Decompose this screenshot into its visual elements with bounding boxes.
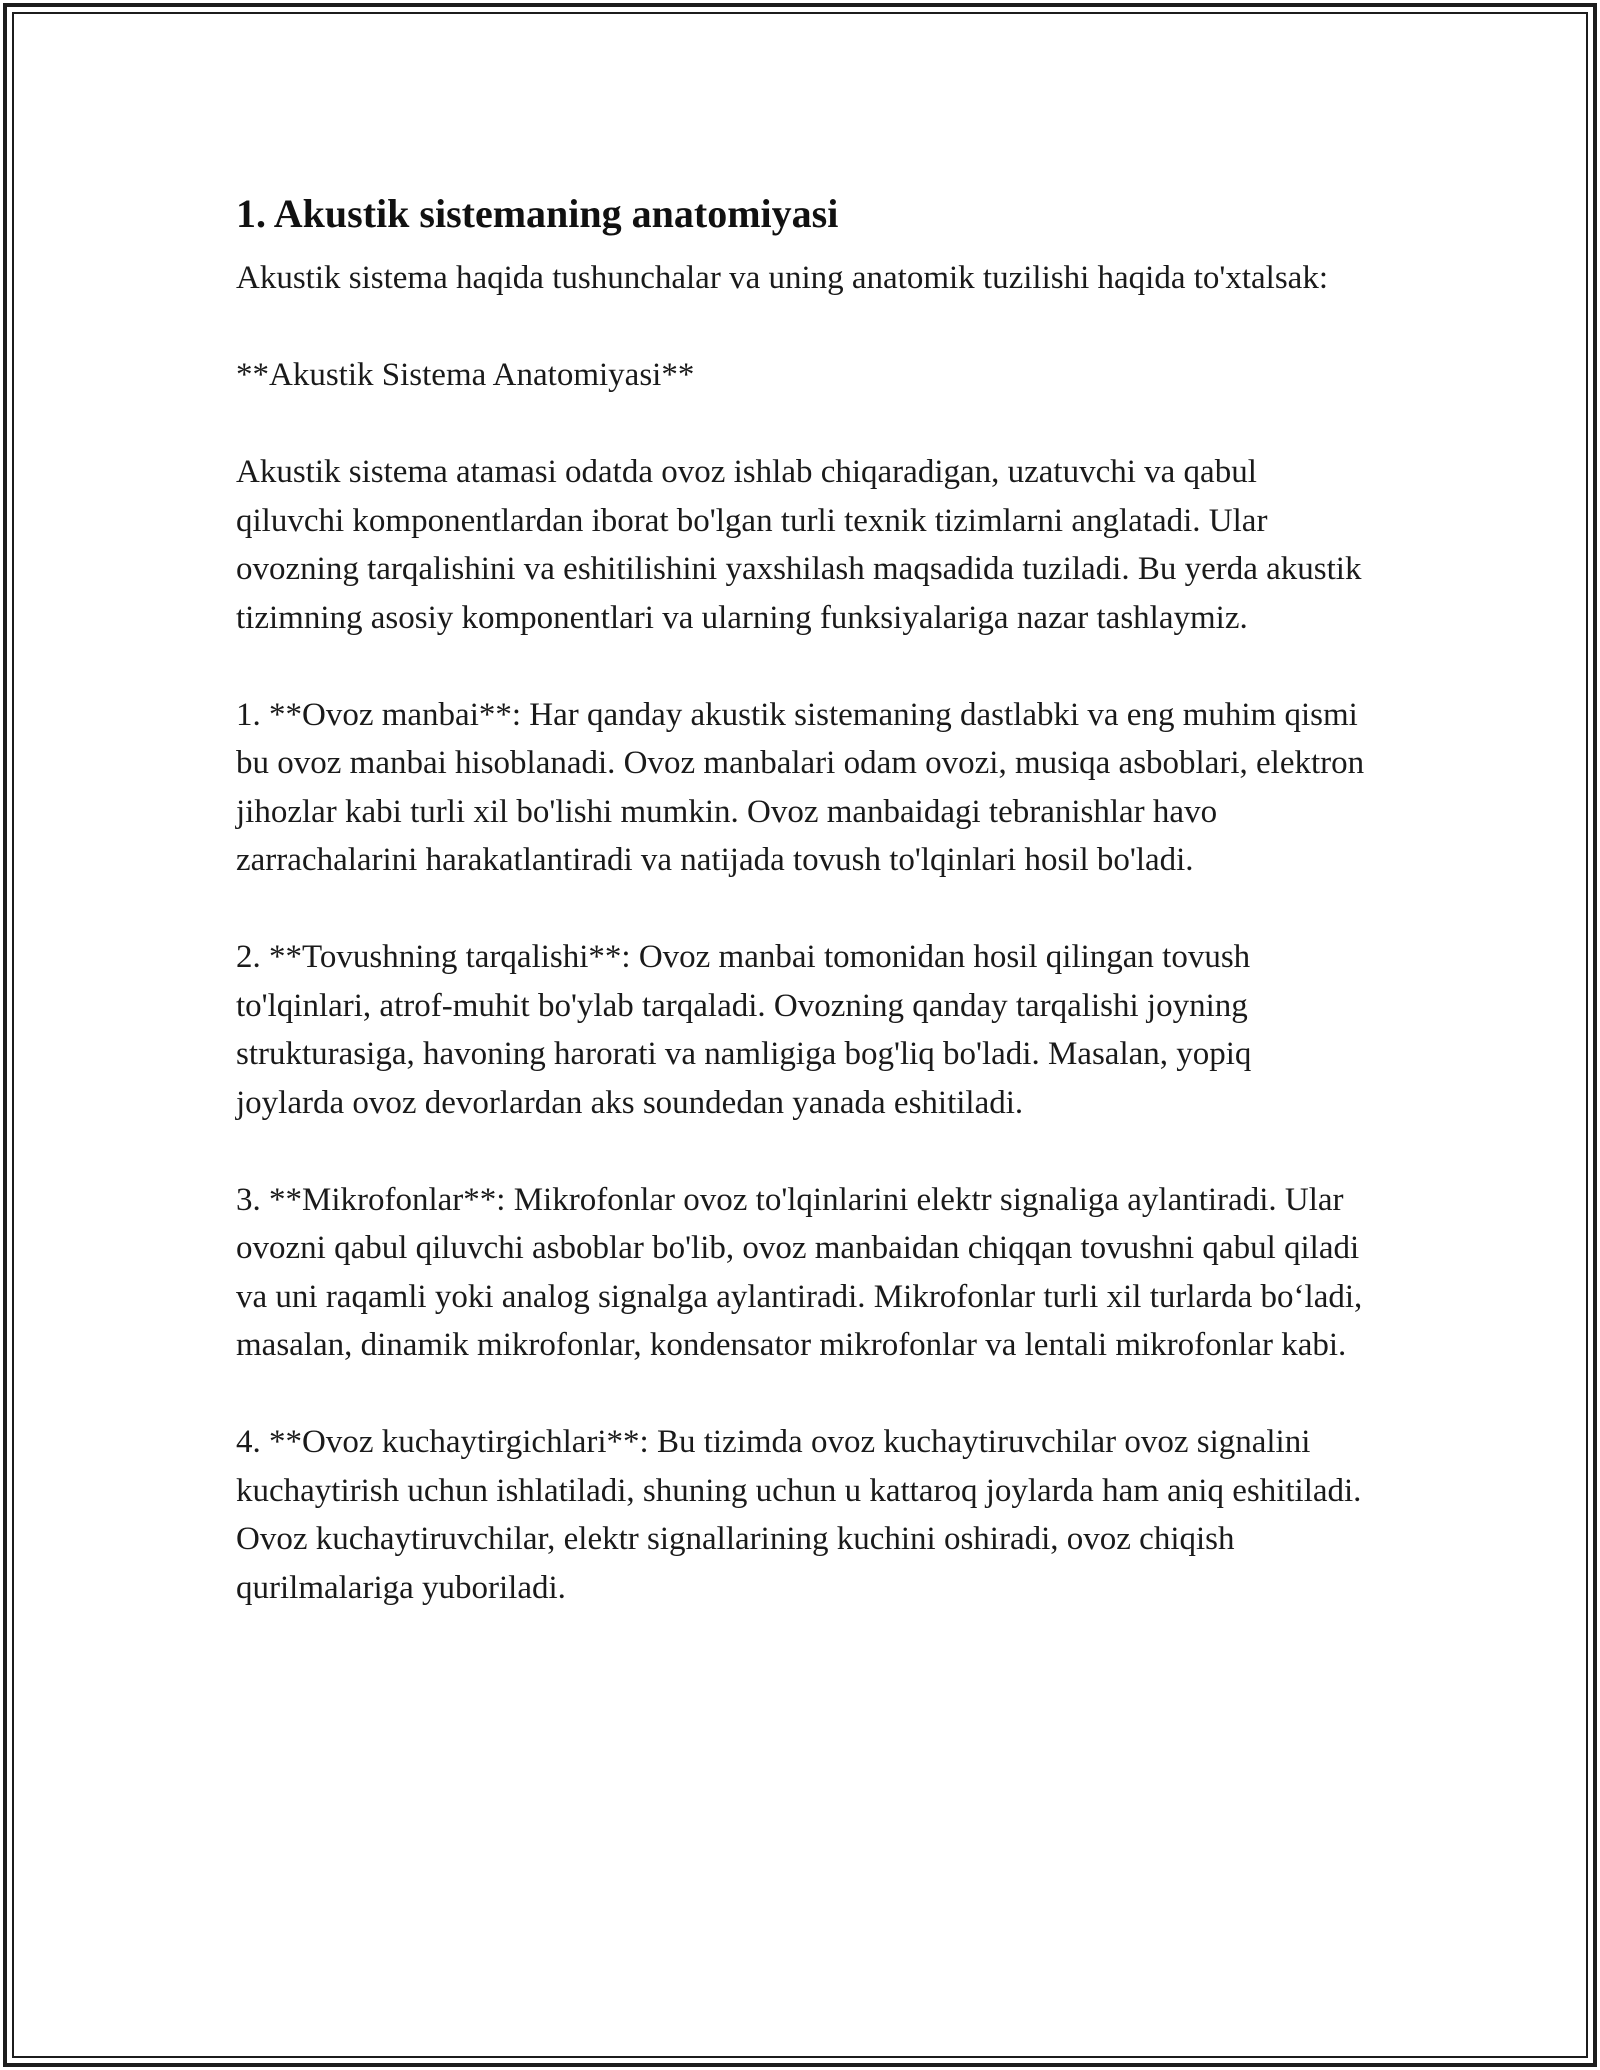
list-item-microphones: 3. **Mikrofonlar**: Mikrofonlar ovoz to'lqinlarini elektr signaliga aylantiradi. Ular ovozni qabul qiluvchi asboblar bo'lib, ovoz manbaidan chiqqan tovushni qabul qiladi va uni raqamli yoki analog signalga aylantiradi. Mikrofonlar turli xil turlarda bo‘ladi, masalan, dinamik mikrofonlar, kondensator mikrofonlar va lentali mikrofonlar kabi. [236, 1181, 1363, 1363]
list-item-amplifiers: 4. **Ovoz kuchaytirgichlari**: Bu tizimda ovoz kuchaytiruvchilar ovoz signalini kuchaytirish uchun ishlatiladi, shuning uchun u kattaroq joylarda ham aniq eshitiladi. Ovoz kuchaytiruvchilar, elektr signallarining kuchini oshiradi, ovoz chiqish qurilmalariga yuboriladi. [236, 1424, 1362, 1606]
intro-paragraph: Akustik sistema haqida tushunchalar va uning anatomik tuzilishi haqida to'xtalsak: [236, 260, 1328, 296]
overview-paragraph: Akustik sistema atamasi odatda ovoz ishlab chiqaradigan, uzatuvchi va qabul qiluvchi komponentlardan iborat bo'lgan turli texnik tizimlarni anglatadi. Ular ovozning tarqalishini va eshitilishini yaxshilash maqsadida tuziladi. Bu yerda akustik tizimning asosiy komponentlari va ularning funksiyalariga nazar tashlaymiz. [236, 454, 1362, 636]
list-item-sound-propagation: 2. **Tovushning tarqalishi**: Ovoz manbai tomonidan hosil qilingan tovush to'lqinlari, atrof-muhit bo'ylab tarqaladi. Ovozning qanday tarqalishi joyning strukturasiga, havoning harorati va namligiga bog'liq bo'ladi. Masalan, yopiq joylarda ovoz devorlardan aks soundedan yanada eshitiladi. [236, 939, 1252, 1121]
page-title: 1. Akustik sistemaning anatomiyasi [236, 191, 839, 236]
document-body [236, 184, 1366, 1661]
list-item-sound-source: 1. **Ovoz manbai**: Har qanday akustik sistemaning dastlabki va eng muhim qismi bu ovoz manbai hisoblanadi. Ovoz manbalari odam ovozi, musiqa asboblari, elektron jihozlar kabi turli xil bo'lishi mumkin. Ovoz manbaidagi tebranishlar havo zarrachalarini harakatlantiradi va natijada tovush to'lqinlari hosil bo'ladi. [236, 696, 1365, 878]
section-heading-paragraph: **Akustik Sistema Anatomiyasi** [236, 357, 695, 393]
